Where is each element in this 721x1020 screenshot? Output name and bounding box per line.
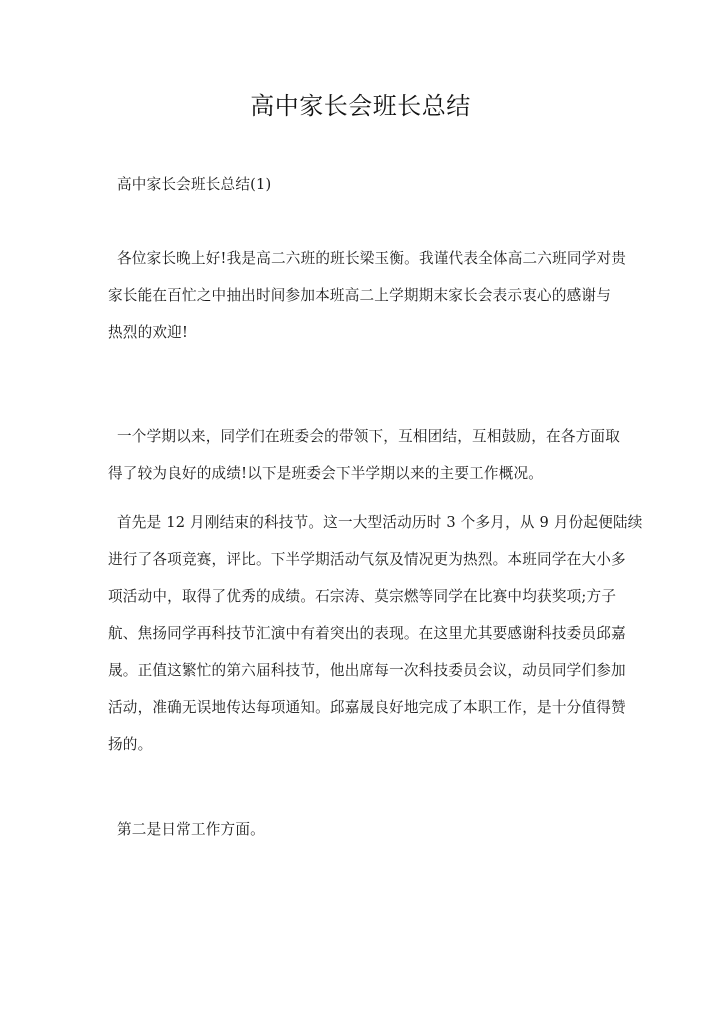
paragraph-greeting xyxy=(108,240,627,351)
paragraph-daily-work xyxy=(108,811,616,848)
paragraph-line: 热烈的欢迎! xyxy=(108,324,189,341)
paragraph-line: 一个学期以来，同学们在班委会的带领下，互相团结，互相鼓励，在各方面取 xyxy=(117,428,620,445)
paragraph-line: 进行了各项竞赛，评比。下半学期活动气氛及情况更为热烈。本班同学在大小多 xyxy=(108,551,626,568)
paragraph-line: 各位家长晚上好!我是高二六班的班长梁玉衡。我谨代表全体高二六班同学对贵 xyxy=(117,250,627,267)
document-title: 高中家长会班长总结 xyxy=(250,92,471,120)
paragraph-line: 项活动中，取得了优秀的成绩。石宗涛、莫宗燃等同学在比赛中均获奖项;方子 xyxy=(108,588,617,605)
paragraph-overview xyxy=(108,418,620,492)
paragraph-science-festival xyxy=(108,504,643,763)
paragraph-line: 第二是日常工作方面。 xyxy=(117,821,265,838)
paragraph-line: 得了较为良好的成绩!以下是班委会下半学期以来的主要工作概况。 xyxy=(108,465,544,482)
paragraph-line: 活动，准确无误地传达每项通知。邱嘉晟良好地完成了本职工作，是十分值得赞 xyxy=(108,699,626,716)
section-subheading xyxy=(108,166,616,203)
paragraph-line: 扬的。 xyxy=(108,736,153,753)
paragraph-line: 家长能在百忙之中抽出时间参加本班高二上学期期末家长会表示衷心的感谢与 xyxy=(108,287,611,304)
subheading-text: 高中家长会班长总结(1) xyxy=(117,176,272,193)
paragraph-line: 航、焦扬同学再科技节汇演中有着突出的表现。在这里尤其要感谢科技委员邱嘉 xyxy=(108,625,626,642)
paragraph-line: 首先是 12 月刚结束的科技节。这一大型活动历时 3 个多月，从 9 月份起便陆续 xyxy=(117,514,643,531)
paragraph-line: 晟。正值这繁忙的第六届科技节，他出席每一次科技委员会议，动员同学们参加 xyxy=(108,662,626,679)
